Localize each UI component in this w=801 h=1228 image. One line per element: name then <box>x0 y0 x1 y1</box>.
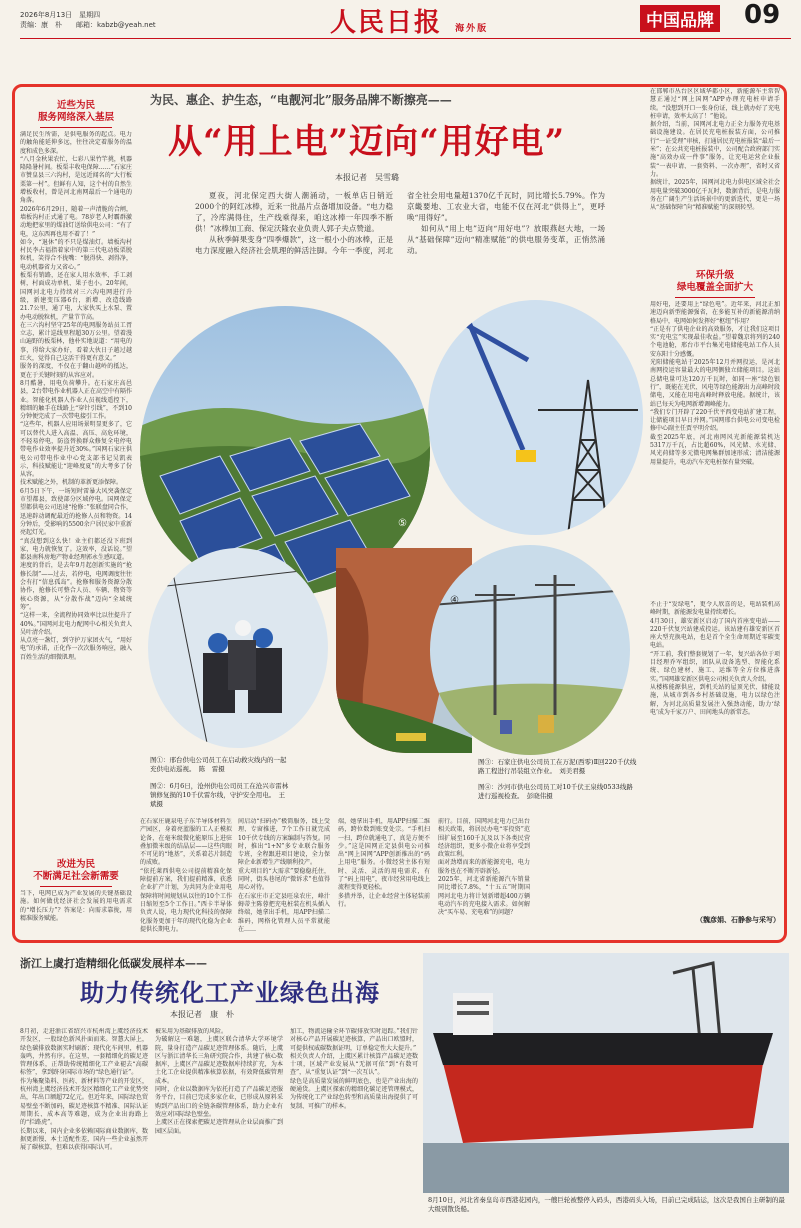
author-note: （魏彦娟、石静参与采写） <box>696 915 780 924</box>
left-column <box>20 100 132 950</box>
article-headline: 从“用上电”迈向“用好电” <box>168 122 566 162</box>
subheading-rule <box>40 886 112 887</box>
lead-paragraph: 如何从“用上电”迈向“用好电”？放眼燕赵大地，一场从“基础保障”迈向“精准赋能”的供电服务变革，正悄然涌动。 <box>407 224 605 255</box>
photo-line-inspection <box>430 545 630 755</box>
header-meta <box>20 10 156 30</box>
subheading-2: 改进为民 不断满足社会新需要 <box>33 859 119 882</box>
article-kicker: 为民、惠企、护生态，“电靓河北”服务品牌不断擦亮—— <box>150 93 452 107</box>
caption-photo-1: 图①：邢台供电公司员工在启动救灾线内的一起充供电站巡视。 陈 雷摄 <box>150 756 287 773</box>
mid-column-2: 间启动“扫码办”极简服务，线上受理、专窗推进，7个工作日就完成10千伏专线的方案编制与答复。同时，推出“1+N”多专业联合服务专班，全程跟进项目建设，全力保障企业新增生产线顺利投产。 重大项目的“大需求”要稳稳托住，同时，街头巷尾的“微诉求”也值得用心对待。 在石家庄市正定县旺泉农庄，峰汁姆蒂主陈蓉把充电桩装在机头插入终端，她拿出手机，用APP扫描二维码，网格化管理人员平常就能在…… <box>238 818 330 933</box>
mid-column-3: 端，她拿出手机，用APP扫描二维码，跨位数到账变处宗。“手机扫一扫，跨位就通电了，真是方便不少。”这是国网正定县供电公司推出“网上国网”APP创新推出的“码上用电”服务。小微经营主体有短时、灵活、灵活的用电需求，有了“码上用电”，夜市经营用电线上流程变得更轻松。 多措并举，让企业经营主体轻装前行。 <box>338 818 430 908</box>
cargo-ship-illustration <box>423 953 789 1193</box>
poles-illustration <box>430 545 630 755</box>
subheading-1: 近些为民 服务网络深入基层 <box>37 100 114 123</box>
tower-crane-illustration <box>428 300 643 535</box>
left-column-text: 满足民生所需，是供电服务的起点。电力的触角能延伸多远，往往决定着服务的温度和成色多深。 “八月金秋果农忙，七彩八果竹竿挑，机器隆隆暑村间。板栗丰收电保障……”石家庄市赞皇县三六沟村，是远近闻名的“大行板栗第一村”。但鲜有人知，这个村的自然生增板收村，曾是河北南网最后一个通电的角落。 2026年6月29日，随着一声清脆的合闸，墙板沟村正式通了电。78岁老人时霸群激动地把家里的煤油灯送给供电公司：“有了电，这东西再也用不着了！” 如今，“退休”的不只是煤油灯。墙板沟村村民李占福指着家中的第三代电动板栗脱粒机，笑得合不拢嘴：“脱得快、剥得净，电动机器省力又省心。” 板栗有销路，还在家人用水效率、手工剥树，村面成功单机、果子也小。20年间，国网河北电力持续对三六沟电网进行升级，新建变压器6台，新增、改造线路21.7公里，通了电，大家伙买上水泵、置办电动脱粒机，产量节节高。 在三六沟村坚守25年的电网服务站员工胥立志，累计巡线里程超30万公里。望着漫山遍野的板栗林，他朴实地说道：“用电的事，得给大家办好，看着大伙日子越过越红火，觉得自己这活干得更有意义。” 服务的深度，不仅在于翻山越岭的抵达，更在于关键时刻的从容应对。 8月酷暑，用电负荷攀升。在石家庄高邑县，2台带电作业机器人正在高空中有隔作业。智能化机器人作业人员视线遥控下，精细的触手在线路上“穿针引线”，不到10分钟便完成了一次带电接引工作。 “这些年，机器人应用场景明显更多了，它可以替代人进入高温、高压、高危环境，不轻易停电，防盗替换群众修复全电停电带电作业效率提升近30%。”国网石家庄供电公司带电作业中心党支部书记吴凯表示，科技赋能让“迎峰度夏”的大考多了份从容。 技术赋能之外，机制的革新更添保障。 6月5日下午，一场短时雷暴大风突袭保定市望都县，致使部分区域停电。国网保定望都供电公司迅速“抢修：”张联盘同合作，迅速辟动调配最近的抢修人员和物资。14分钟后，受影响的5500余户居民家中重新亮起灯光。 “真没想到这么快！业主们都还没下班到家，电力就恢复了。这效率，没话说。”望都县南科房地产物业经理郭永生感叹道。 速度的背后，是去年9月起创新实施的“抢修长制”——过去，若停电，电网调度往往会有打“信息孤岛”。抢修和服务资源分散协作，抢修长可整合人员、车辆、物资等核心资源，从“分散作战”迈向“全域统筹”。 “这样一来，全流程协同效率比以往提升了40%。”国网河北电力配网中心相关负责人吴叶清介绍。 从点亮一盏灯，到守护万家团火气，“用好电”的承诺，正化作一次次服务响应，融入百姓生活的细微肌理。 <box>20 131 132 661</box>
lead-paragraph: 从秋季鲜果变身“四季爆款”，这一根小小的冰棒，正是电力深度融入经济社会肌理的鲜活注脚。今年一季度，河北省全社会用电量超1370亿千瓦时，同比增长5.79%。作为京畿要地、工农业大省，电能不仅在河北“供得上”，更呼唤“用得好”。 <box>195 191 605 255</box>
photo-label: ④ <box>450 595 459 606</box>
caption-photo-2: 图②：6月6日，沧州供电公司员工在沧兴市雷林镇修复损的10千伏雷尔线，守护安全用电。 王 斌摄 <box>150 782 292 808</box>
article-lead <box>195 190 605 256</box>
bottom-column-2: 被采用为基碳排放的风险。 为破解这一难题，上虞区联合清华大学环境学院，量身打造产品碳足迹管理体系。随后，上虞区与浙江清华长三角研究院合作，共建了核心数据库，上虞区产品碳足迹数据库持续扩充，为本土化工企业提供精准核算依据，有效降低碳管理成本。 同时，企业以数据库为依托打造了产品碳足迹服务平台，目前已完成多家企业，已形成从原料采购到产品出口的全链条碳管理体系，助力企业有效应对国际绿色壁垒。 上虞区正在探索把碳足迹管理从企业层面推广到园区层面。 <box>155 1028 283 1135</box>
newspaper-masthead <box>330 2 488 39</box>
photo-label: ⑤ <box>398 518 407 529</box>
right-column-text-mid: 用好电，还要用上“绿色电”。近年来，河北正加速迈向新型能源强省，在多能互补的新能源消纳格局中，电网如何发挥好“枢纽”作用？ “正是有了供电企业的高效服务，才让我们这项目实“充电宝”实现最佳收益。”望着魏京将列的240个电池舱，邢台市平台集光电储能电站工作人员安东阳十分感慨。 光阳储能电站于2025年12月并网投运，是河北南网投运容量最大的电网侧独立储能项目。这站总储电量可达120万千瓦时，如同一座“绿色银行”，既能在光伏、风电等绿色能源出力高峰时段储电，又能在用电高峰时释放电能。据统计，该站已每天为电网新增调峰能力。 “我们专门开辟了220千伏平西变电站扩建工程，让储能项目早日并网。”国网邢台供电公司变电检修中心副主任贾平明介绍。 截至2025年底，河北南网风光新能源装机达5317万千瓦，占比超60%，风光储、水光储、风光荷储等多元微电网集群加速形成；清洁能源用量提升，电动汽车充电桩保有量突破。 <box>650 301 780 466</box>
left-column-text-2: 当下，电网已成为产业发展的关键基础设施。如何做优经济社会发展的用电需求的“增长压力”？答案是：向需求靠拢，用精准服务赋能。 <box>20 890 132 922</box>
bottom-headline: 助力传统化工产业绿色出海 <box>80 978 380 1007</box>
right-column-text-top: 在邯郸市丛台区区域华都小区，新能源车主常智慧正通过“网上国网”APP办理充电桩申请手续。“没想到开口一张身份证，线上就办好了充电桩申请，效率太高了！”他说。 据介绍，当前，国网河北电力正全力服务充电基础设施建设。在居民充电桩报装方面，公司推行“一证受理”审核，打通居民充电桩报装“最后一米”；在公共充电桩报装中，公司配合政府部门实施“高效办成一件事”服务，让充电运营企业报装“一表申请、一套资料、一次办理”，省时又省力。 据统计，2025年，国网河北电力供电区域全社会用电量突破3000亿千瓦时，数据背后，是电力服务在广阔生产生活场景中的更新迭代，更是一场从“基础保障”向“精准赋能”的深刻转型。 <box>650 88 780 212</box>
mid-column-1: 在石家庄鹿泉电子东半导体材料生产园区，身着亮蓝服的工人正模拟论备，在毫米级微化能原压上进驻叠加微米级的结晶层——这些肉眼不可见的“地基”，关系着芯片制造的成败。 “依托莱西供电公司提前精准化保障提前方案，我们提前精准，获悉企业扩产计划，为共同为企业用电保障将时间规划从以往的10个工作日缩短至5个工作日。”西卡半导体负责人说，电力现代化科技的保障化服务更加于年的现代化稳为企业提供长期电力。 <box>140 818 232 933</box>
subheading-3: 环保升级 绿电覆盖全面扩大 <box>676 270 753 293</box>
section-label: 中国品牌 <box>640 5 720 32</box>
bottom-column-3: 加工，物流运输全环节碳排放实时追踪。”我们针对核心产品开展碳足迹核算，产品出口欧盟时，可提供权威碳数据证明，订单稳定性大大提升。” 相关负责人介绍，上虞区累计核算产品碳足迹数十项，区域产业发展从“无据可依”到“有数可查”，从“重复认证”到“一次互认”。 绿色是高质量发展的鲜明底色，也是产业出海的硬通货。上虞区探索的精细化碳足迹管理模式，为传统化工产业绿色转型和高质量出海提供了可复制、可推广的样本。 <box>290 1028 418 1110</box>
caption-photo-4: 图④：沙河市供电公司员工对10千伏王泉线0533线路进行巡视检查。 彭晓伟摄 <box>478 783 633 800</box>
bottom-kicker: 浙江上虞打造精细化低碳发展样本—— <box>20 957 207 970</box>
article-byline: 本报记者 吴雪璐 <box>335 173 399 182</box>
right-column-text-bot: 不止于“发绿电”，更令人欣喜的是，电站装机高峰时期，新能源发电量持续增长。 4月30日，雄安新区启动了国内首座变电站——220千伏复兴站建成投运。该站建有雄安新区首座大型充换电站，也是首个全生命周期近零碳变电站。 “开工前，我们整套规划了一年，复兴站各位于项目经理乔军组织，团队从设备选型、智能化系统、绿色建材、施工、运维等全方位推进落实。”国网雄安新区供电公司相关负责人介绍。 从楼栋能源供应，到机关站的屋顶光伏、储能设施，从城市到各乡村基础设施，电力以绿色注解，为河北高质量发展注入强劲动能，助力‘绿电’成为千家万户、田间地头的新常态。 <box>650 601 780 716</box>
photo-line-repair <box>148 548 328 748</box>
editor-line: 责编：康 朴 邮箱：kabzb@yeah.net <box>20 21 156 29</box>
caption-ship-photo: 8月10日，河北省秦皇岛市西港花园内，一艘巨轮被整停入码头，西港码头入场，目前已完成陆运，这次是我国自主研制的最大级别散货船。 <box>428 1196 785 1213</box>
right-column <box>650 88 780 924</box>
header-rule <box>20 38 791 39</box>
bottom-column-1: 8月初，走进浙江省绍兴市杭州湾上虞经济技术开发区，一股绿色新风扑面而来。智慧大屏上，绿色碳排放数据实时刷新；现代化车间里，机器轰鸣，井然有序。在这里，一套精细化的碳足迹管理体系，正帮助传统精细化工产业褪去“高碳标签”，拿到跻身国际市场的“绿色通行证”。 作为集聚染料、医药、新材料等产业的开发区，杭州湾上虞经济技术开发区精细化工产业优势突出，年出口额超72亿元。但近年来，国际绿色贸易壁垒不断加码，碳足迹核算不精准、国际认证周期长、成本高等难题，成为企业出海路上的“拦路虎”。 长期以来，国内企业多依赖国际商业数据库，数据更新慢、本土适配性差，国内一些企业虽然开展了碳核算，但难以获得国际认可。 <box>20 1028 148 1152</box>
photo-ship <box>423 953 789 1193</box>
page-number: 09 <box>744 0 781 30</box>
subheading-rule <box>40 127 112 128</box>
photo-label: ③ <box>470 518 479 529</box>
issue-date: 2026年8月13日 星期四 <box>20 11 101 19</box>
masthead-edition: 海外版 <box>455 24 489 34</box>
mid-column-4: 前行。目前，国网河北电力已出台相关政策，将居民办电“零投资”范围扩展至160千瓦及以下各类民营经济组织，更多小微企业将享受到政策红利。 面对劲增而来的新能源充电，电力服务也在不断开辟新径。 2025年，河北省新能源汽车销量同比增长7.8%，“十五五”时期国网河北电力将计划新增超400万辆电动汽车的充电接入需求。如何解决“买车易、充电难”的问题？ <box>438 818 530 917</box>
masthead-title: 人民日报 <box>330 8 443 38</box>
workers-illustration <box>148 548 328 748</box>
photo-tower-construction <box>428 300 643 535</box>
bottom-byline: 本报记者 康 朴 <box>170 1010 234 1019</box>
caption-photo-3: 图③：石家庄供电公司员工在万泥(西零)Ⅱ回220千伏线路工程进行吊装组立作业。 刘美君摄 <box>478 758 637 775</box>
photo-label: ② <box>300 558 309 569</box>
subheading-rule <box>675 297 755 298</box>
lead-paragraph: 夏夜，河北保定西大街人潮涌动，一板单店日销近2000个的阿红冰棒，近来一批晶片点备增加设备。“电力稳了，冷库满得住，生产线乘得来，咱这冰棒一年四季不断供！”冰棒加工商、保定沃隆农业负责人郭子夫点赞道。 <box>195 191 393 233</box>
